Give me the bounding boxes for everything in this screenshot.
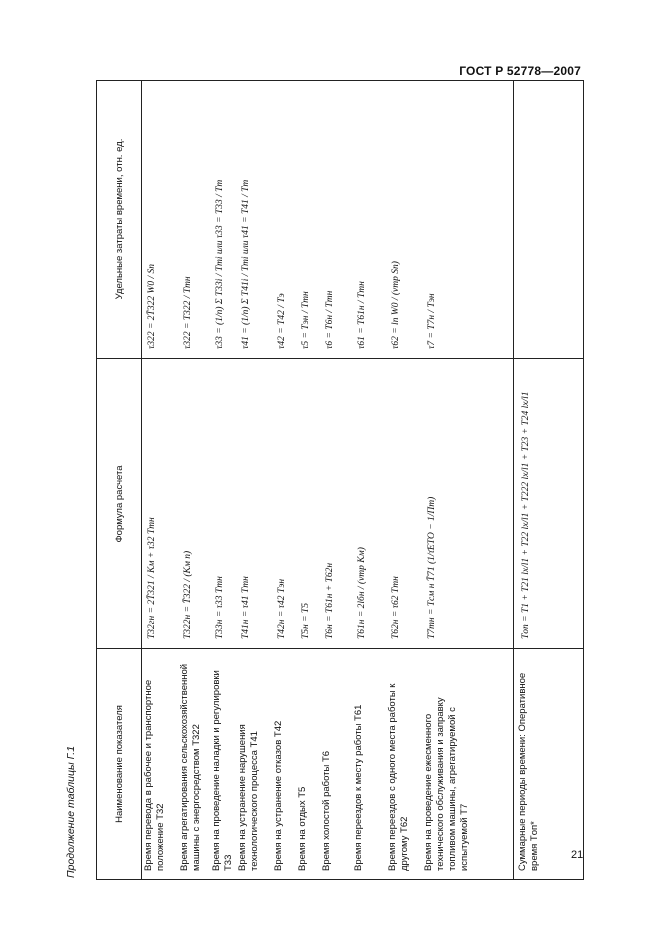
table-row-formula: T6н = T61н + T62н [325, 562, 335, 639]
standard-header: ГОСТ Р 52778—2007 [459, 64, 581, 78]
table-row-specific: τ62 = lп W0 / (vтр Sп) [391, 261, 401, 349]
table-row-formula: T42н = τ42 Tэн [277, 578, 287, 639]
table-row-formula: T32гн = 2T̄321 / Kм + τ32 Tтн [147, 517, 157, 639]
table-row-specific: τ5 = Tэн / Tтн [301, 291, 311, 349]
table-row-specific: τ61 = T61н / Tтн [357, 281, 367, 349]
table-row-formula: T62н = τ62 Tтн [391, 576, 401, 639]
table-row-specific: τ6 = T6н / Tтн [325, 290, 335, 349]
table-row-formula: T61н = 2lбн / (vтр Kм) [357, 547, 367, 639]
table-row-formula: T322н = T̄322 / (Kм n) [183, 550, 193, 639]
table-row-name: Время на проведение ежесменного технического обслуживания и заправку топливом машины, агрегатируемой с испытуемой T7 [423, 697, 470, 871]
table-row-specific: τ322 = T322 / Tтн [183, 276, 193, 349]
table-row-name: Время агрегатирования сельскохозяйственной машины с энергосредством T322 [179, 663, 202, 871]
table-row-name: Время переездов с одного места работы к другому T62 [387, 683, 410, 871]
table-row-specific: τ7 = T7н / Tэн [427, 293, 437, 349]
table-row-formula: T33н = τ33 Tтн [215, 576, 225, 639]
table-row-specific: τ33 = (1/n) Σ T33i / Tтi или τ33 = T33 / Tт [215, 179, 225, 349]
column-header-formula: Формула расчета [113, 465, 125, 543]
table-row-specific: τ322 = 2T̄322 W0 / Sп [147, 263, 157, 349]
table-row-formula: Tоп = T1 + T21 lx/l1 + T22 lx/l1 + T222 lx/l1 + T23 + T24 lx/l1 [521, 391, 531, 639]
table-row-formula: T41н = τ41 Tтн [241, 576, 251, 639]
table-row-formula: T5н = T5 [301, 603, 311, 639]
rotated-table-sheet [62, 80, 584, 880]
table-row-name: Время на устранение отказов T42 [273, 720, 284, 871]
parameters-table [96, 80, 584, 880]
table-row-specific: τ41 = (1/n) Σ T41i / Tтi или τ41 = T41 / Tт [241, 179, 251, 349]
table-row-name: Время холостой работы T6 [321, 750, 332, 871]
table-row-name: Время на проведение наладки и регулировки T33 [211, 670, 234, 871]
table-row-name: Суммарные периоды времени: Оперативное время Tоп* [517, 672, 540, 871]
table-row-name: Время на отдых T5 [297, 786, 308, 871]
table-row-name: Время на устранение нарушения технологического процесса T41 [237, 724, 260, 871]
table-row-formula: T7тн = Tсм н T̄71 (1/τ̄ЕТО − 1/Пт) [427, 496, 437, 639]
column-header-specific: Удельные затраты времени, отн. ед. [113, 138, 125, 300]
column-header-name: Наименование показателя [113, 705, 125, 823]
table-row-name: Время перевода в рабочее и транспортное положение T32 [143, 679, 166, 871]
table-row-specific: τ42 = T42 / Tэ [277, 293, 287, 349]
table-row-name: Время переездов к месту работы T61 [353, 704, 364, 871]
page-number: 21 [571, 849, 584, 861]
table-caption: Продолжение таблицы Г.1 [65, 745, 77, 878]
